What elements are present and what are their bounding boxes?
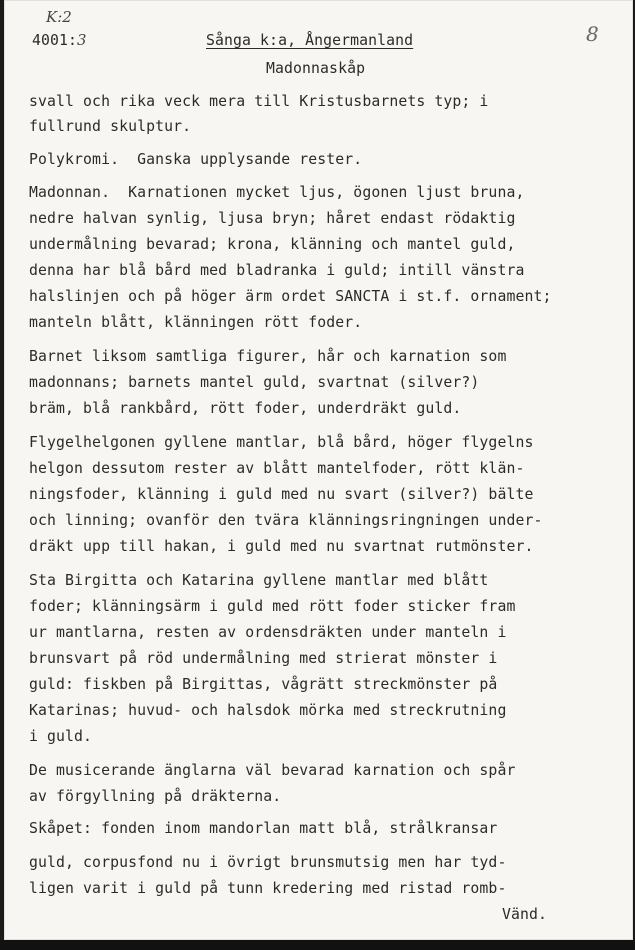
- body-line: denna har blå bård med bladranka i guld; intill vänstra: [29, 262, 525, 279]
- body-line: svall och rika veck mera till Kristusbarnets typ; i: [29, 93, 489, 110]
- body-line: foder; klänningsärm i guld med rött foder sticker fram: [29, 598, 516, 615]
- body-line: guld, corpusfond nu i övrigt brunsmutsig men har tyd-: [29, 854, 507, 871]
- body-line: bräm, blå rankbård, rött foder, underdräkt guld.: [29, 400, 462, 417]
- body-line: halslinjen och på höger ärm ordet SANCTA i st.f. ornament;: [29, 288, 552, 305]
- body-line: Madonnan. Karnationen mycket ljus, ögonen ljust bruna,: [29, 184, 525, 201]
- body-line: Flygelhelgonen gyllene mantlar, blå bård, höger flygelns: [29, 434, 534, 451]
- body-line: ningsfoder, klänning i guld med nu svart (silver?) bälte: [29, 486, 534, 503]
- body-line: Katarinas; huvud- och halsdok mörka med streckrutning: [29, 702, 507, 719]
- body-line: och linning; ovanför den tvära klänningsringningen under-: [29, 512, 543, 529]
- document-body: [4, 0, 633, 940]
- continued-note: Vänd.: [502, 906, 548, 923]
- body-line: Barnet liksom samtliga figurer, hår och karnation som: [29, 348, 507, 365]
- accession-typed: 4001:: [32, 32, 78, 49]
- body-line: manteln blått, klänningen rött foder.: [29, 314, 363, 331]
- accession-handwritten-suffix: 3: [77, 32, 87, 49]
- page-subtitle: Madonnaskåp: [266, 60, 366, 77]
- handwritten-page-number: 8: [586, 22, 599, 46]
- body-line: Sta Birgitta och Katarina gyllene mantlar med blått: [29, 572, 489, 589]
- body-line: ligen varit i guld på tunn kredering med ristad romb-: [29, 880, 507, 897]
- body-line: ur mantlarna, resten av ordensdräkten under manteln i: [29, 624, 507, 641]
- scan-border: [0, 940, 635, 950]
- body-line: fullrund skulptur.: [29, 118, 192, 135]
- body-line: dräkt upp till hakan, i guld med nu svartnat rutmönster.: [29, 538, 534, 555]
- body-line: undermålning bevarad; krona, klänning och mantel guld,: [29, 236, 516, 253]
- body-line: Polykromi. Ganska upplysande rester.: [29, 151, 363, 168]
- page-title: Sånga k:a, Ångermanland: [206, 32, 414, 49]
- body-line: helgon dessutom rester av blått mantelfoder, rött klän-: [29, 460, 525, 477]
- body-line: De musicerande änglarna väl bevarad karnation och spår: [29, 762, 516, 779]
- document-card: [4, 0, 633, 940]
- body-line: i guld.: [29, 728, 93, 745]
- body-line: guld: fiskben på Birgittas, vågrätt streckmönster på: [29, 676, 498, 693]
- body-line: av förgyllning på dräkterna.: [29, 788, 282, 805]
- handwritten-box-number: K:2: [46, 8, 72, 26]
- body-line: Skåpet: fonden inom mandorlan matt blå, strålkransar: [29, 820, 498, 837]
- body-line: madonnans; barnets mantel guld, svartnat (silver?): [29, 374, 480, 391]
- body-line: brunsvart på röd undermålning med strierat mönster i: [29, 650, 498, 667]
- body-line: nedre halvan synlig, ljusa bryn; håret endast rödaktig: [29, 210, 516, 227]
